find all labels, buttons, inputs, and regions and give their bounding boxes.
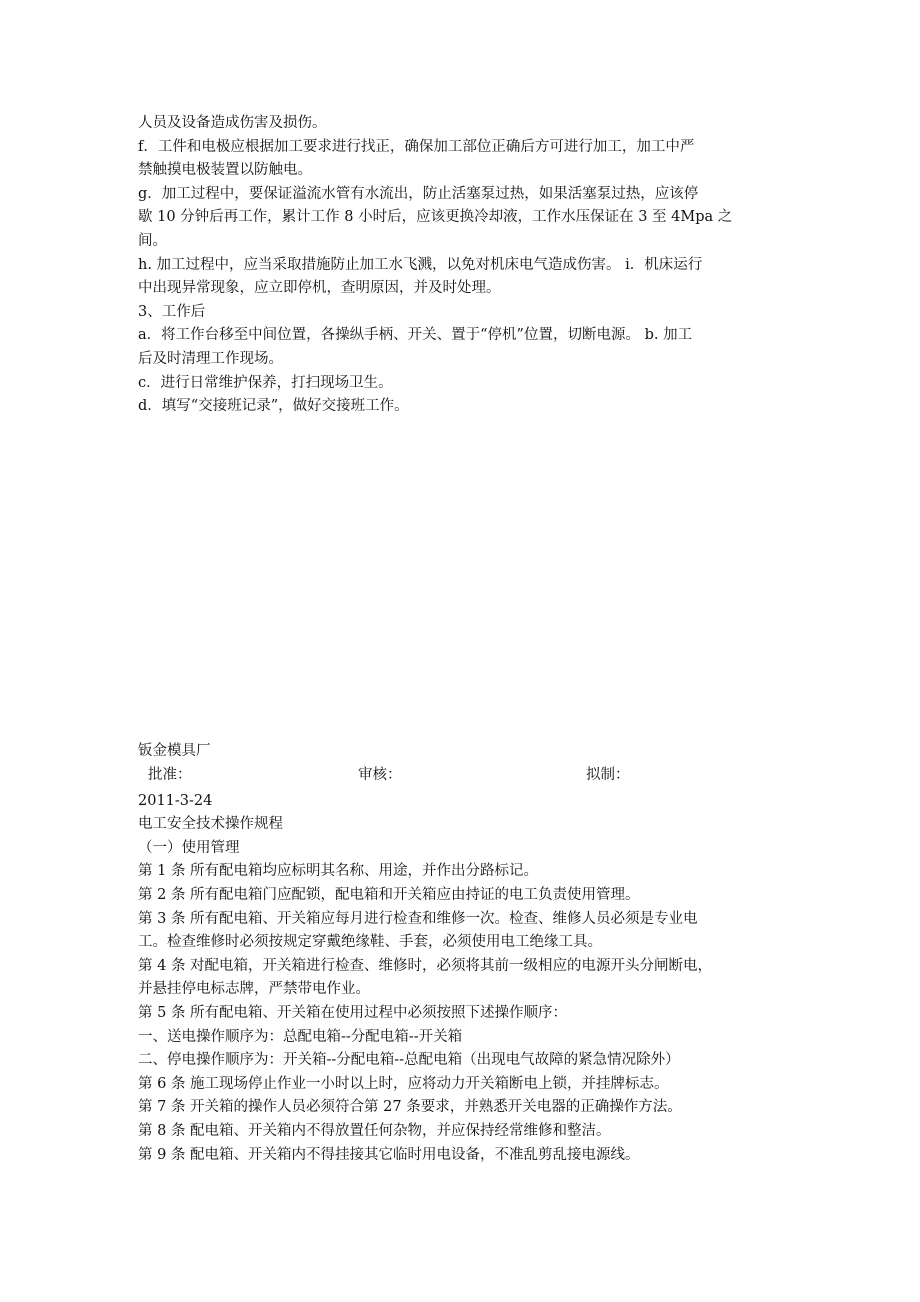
review-label: 审核： xyxy=(358,766,402,783)
text-line: 歇 10 分钟后再工作，累计工作 8 小时后，应该更换冷却液，工作水压保证在 3 至 4Mpa 之 xyxy=(138,209,733,226)
article-line: 第 6 条 施工现场停止作业一小时以上时，应将动力开关箱断电上锁，并挂牌标志。 xyxy=(138,1075,669,1092)
procedure-continuation xyxy=(138,112,788,419)
draft-label: 拟制： xyxy=(586,766,630,783)
article-line: 第 5 条 所有配电箱、开关箱在使用过程中必须按照下述操作顺序： xyxy=(138,1004,568,1021)
article-line: 第 7 条 开关箱的操作人员必须符合第 27 条要求，并熟悉开关电器的正确操作方法。 xyxy=(138,1099,682,1116)
article-line: 一、送电操作顺序为：总配电箱--分配电箱--开关箱 xyxy=(138,1028,463,1045)
article-line: 第 2 条 所有配电箱门应配锁，配电箱和开关箱应由持证的电工负责使用管理。 xyxy=(138,886,640,903)
approve-label: 批准： xyxy=(148,766,192,783)
section-subtitle: （一）使用管理 xyxy=(138,839,240,856)
text-line: h. 加工过程中，应当采取措施防止加工水飞溅，以免对机床电气造成伤害。 i．机床运行 xyxy=(138,256,703,273)
text-line: 后及时清理工作现场。 xyxy=(138,350,283,367)
article-line: 第 1 条 所有配电箱均应标明其名称、用途，并作出分路标记。 xyxy=(138,863,539,880)
section-heading: 3、工作后 xyxy=(138,303,206,320)
article-line: 第 4 条 对配电箱，开关箱进行检查、维修时，必须将其前一级相应的电源开头分闸断电， xyxy=(138,957,713,974)
article-line: 第 9 条 配电箱、开关箱内不得挂接其它临时用电设备，不准乱剪乱接电源线。 xyxy=(138,1146,640,1163)
article-line: 第 3 条 所有配电箱、开关箱应每月进行检查和维修一次。检查、维修人员必须是专业电 xyxy=(138,910,698,927)
article-line: 二、停电操作顺序为：开关箱--分配电箱--总配电箱（出现电气故障的紧急情况除外） xyxy=(138,1052,680,1069)
text-line: a．将工作台移至中间位置，各操纵手柄、开关、置于“停机”位置，切断电源。 b. 加工 xyxy=(138,327,693,344)
article-line: 工。检查维修时必须按规定穿戴绝缘鞋、手套，必须使用电工绝缘工具。 xyxy=(138,934,602,951)
text-line: f．工件和电极应根据加工要求进行找正，确保加工部位正确后方可进行加工，加工中严 xyxy=(138,138,695,155)
company-name: 钣金模具厂 xyxy=(138,743,211,759)
article-line: 并悬挂停电标志牌，严禁带电作业。 xyxy=(138,981,370,998)
text-line: d．填写“交接班记录”，做好交接班工作。 xyxy=(138,398,409,415)
text-line: 间。 xyxy=(138,232,167,249)
text-line: 人员及设备造成伤害及损伤。 xyxy=(138,115,327,131)
article-line: 第 8 条 配电箱、开关箱内不得放置任何杂物，并应保持经常维修和整洁。 xyxy=(138,1122,611,1139)
document-date: 2011-3-24 xyxy=(138,792,213,809)
signature-row xyxy=(138,764,788,790)
text-line: g．加工过程中，要保证溢流水管有水流出，防止活塞泵过热，如果活塞泵过热，应该停 xyxy=(138,185,699,202)
text-line: c．进行日常维护保养，打扫现场卫生。 xyxy=(138,374,393,391)
electrical-procedure xyxy=(138,740,788,1167)
document-title: 电工安全技术操作规程 xyxy=(138,816,283,833)
text-line: 禁触摸电极装置以防触电。 xyxy=(138,162,312,179)
text-line: 中出现异常现象，应立即停机，查明原因，并及时处理。 xyxy=(138,280,501,297)
